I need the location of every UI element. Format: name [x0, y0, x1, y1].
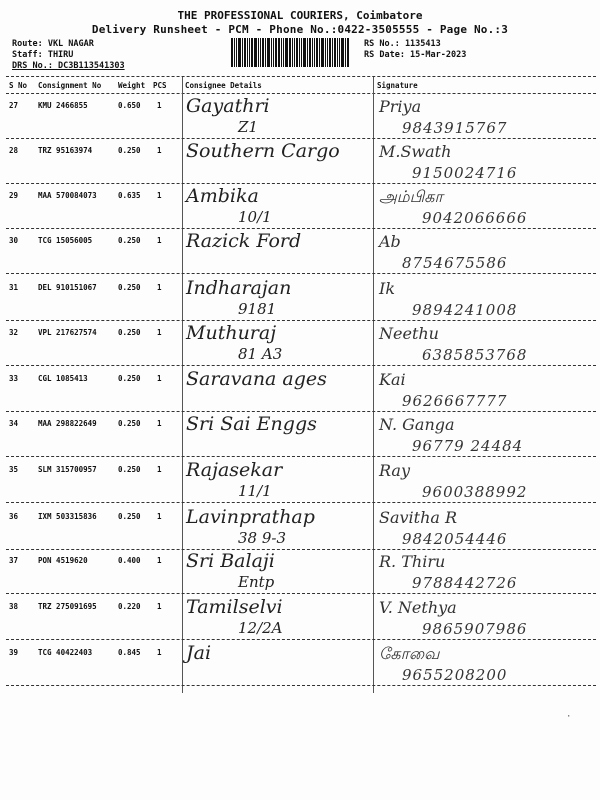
row-consignee-address: 81 A3 [238, 345, 283, 363]
row-consignment-no: CGL 1085413 [38, 374, 88, 383]
row-consignee-address: 9181 [238, 300, 277, 318]
row-consignee-address: 11/1 [238, 482, 272, 500]
row-consignee-name: Razick Ford [186, 230, 302, 252]
corner-mark: · [566, 712, 572, 722]
row-consignment-no: TRZ 95163974 [38, 146, 93, 155]
row-sno: 38 [9, 602, 19, 611]
row-divider [6, 365, 596, 366]
barcode-bar [347, 38, 349, 67]
barcode-bar [244, 38, 246, 67]
barcode-bar [345, 38, 346, 67]
row-consignee-name: Tamilselvi [186, 596, 283, 618]
row-signature: M.Swath [379, 142, 452, 161]
row-phone: 8754675586 [402, 254, 508, 272]
row-consignee-name: Rajasekar [186, 459, 283, 481]
row-signature: கோவை [379, 644, 440, 663]
row-phone: 9843915767 [402, 119, 508, 137]
row-signature: R. Thiru [379, 552, 446, 571]
barcode-bar [247, 38, 248, 67]
row-consignment-no: VPL 217627574 [38, 328, 97, 337]
row-phone: 9865907986 [422, 620, 528, 638]
row-consignment-no: MAA 570084073 [38, 191, 97, 200]
col-weight: Weight [118, 81, 146, 90]
barcode-bar [281, 38, 282, 67]
col-consignment: Consignment No [38, 81, 102, 90]
barcode-bar [242, 38, 243, 67]
row-divider [6, 456, 596, 457]
header-top-rule [6, 76, 596, 77]
staff-label: Staff: THIRU [12, 50, 74, 60]
row-signature: Savitha R [379, 508, 458, 527]
row-sno: 34 [9, 419, 19, 428]
row-signature: V. Nethya [379, 598, 457, 617]
row-consignee-name: Southern Cargo [186, 140, 340, 162]
row-pcs: 1 [157, 648, 162, 657]
row-pcs: 1 [157, 146, 162, 155]
barcode-bar [321, 38, 324, 67]
col-pcs: PCS [153, 81, 167, 90]
barcode-bar [296, 38, 298, 67]
rs-date: RS Date: 15-Mar-2023 [364, 50, 467, 60]
barcode-bar [319, 38, 320, 67]
row-consignee-name: Saravana ages [186, 368, 327, 390]
header-bottom-rule [6, 93, 596, 94]
barcode-bar [234, 38, 235, 67]
barcode-bar [314, 38, 315, 67]
row-phone: 96779 24484 [412, 437, 524, 455]
row-pcs: 1 [157, 374, 162, 383]
barcode-bar [301, 38, 302, 67]
row-signature: Ik [379, 279, 396, 298]
barcode-bar [260, 38, 261, 67]
row-consignment-no: KMU 2466855 [38, 101, 88, 110]
barcode-bar [327, 38, 328, 67]
barcode-bar [309, 38, 311, 67]
row-weight: 0.250 [118, 465, 141, 474]
runsheet-barcode [231, 38, 359, 67]
row-phone: 9842054446 [402, 530, 508, 548]
barcode-bar [278, 38, 280, 67]
row-weight: 0.635 [118, 191, 141, 200]
row-pcs: 1 [157, 328, 162, 337]
row-weight: 0.250 [118, 236, 141, 245]
rs-number: RS No.: 1135413 [364, 39, 441, 49]
row-divider [6, 320, 596, 321]
row-pcs: 1 [157, 465, 162, 474]
route-label: Route: VKL NAGAR [12, 39, 94, 49]
row-signature: அம்பிகா [379, 187, 443, 206]
barcode-bar [271, 38, 272, 67]
row-consignee-address: 12/2A [238, 619, 283, 637]
row-weight: 0.250 [118, 283, 141, 292]
runsheet-subtitle: Delivery Runsheet - PCM - Phone No.:0422-3505555 - Page No.:3 [91, 23, 509, 36]
barcode-bar [265, 38, 266, 67]
barcode-bar [236, 38, 237, 67]
barcode-bar [231, 38, 233, 67]
row-sno: 37 [9, 556, 19, 565]
signature-column-rule [373, 77, 374, 693]
barcode-bar [339, 38, 340, 67]
barcode-bar [289, 38, 291, 67]
row-weight: 0.250 [118, 146, 141, 155]
barcode-bar [312, 38, 313, 67]
row-divider [6, 549, 596, 550]
col-signature: Signature [377, 81, 418, 90]
row-weight: 0.250 [118, 328, 141, 337]
row-signature: Priya [379, 97, 422, 116]
row-weight: 0.650 [118, 101, 141, 110]
row-consignment-no: PON 4519620 [38, 556, 88, 565]
row-divider [6, 593, 596, 594]
barcode-bar [238, 38, 241, 67]
row-consignment-no: MAA 298822649 [38, 419, 97, 428]
row-divider [6, 183, 596, 184]
row-phone: 6385853768 [422, 346, 528, 364]
row-consignee-address: 38 9-3 [238, 529, 287, 547]
barcode-bar [334, 38, 336, 67]
barcode-bar [273, 38, 274, 67]
row-consignee-name: Sri Balaji [186, 550, 275, 572]
barcode-bar [299, 38, 300, 67]
row-sno: 29 [9, 191, 19, 200]
barcode-bar [294, 38, 295, 67]
barcode-bar [251, 38, 253, 67]
row-consignment-no: DEL 910151067 [38, 283, 97, 292]
row-consignee-name: Jai [186, 642, 212, 664]
row-consignee-name: Gayathri [186, 95, 270, 117]
barcode-bar [283, 38, 284, 67]
row-divider [6, 228, 596, 229]
barcode-bar [332, 38, 333, 67]
row-phone: 9655208200 [402, 666, 508, 684]
row-phone: 9150024716 [412, 164, 518, 182]
barcode-bar [262, 38, 264, 67]
row-sno: 31 [9, 283, 19, 292]
barcode-bar [325, 38, 326, 67]
row-sno: 32 [9, 328, 19, 337]
row-pcs: 1 [157, 191, 162, 200]
row-weight: 0.250 [118, 419, 141, 428]
row-consignee-address: Entp [238, 573, 275, 591]
row-signature: Neethu [379, 324, 439, 343]
row-divider [6, 685, 596, 686]
row-weight: 0.250 [118, 512, 141, 521]
barcode-bar [249, 38, 250, 67]
row-pcs: 1 [157, 283, 162, 292]
row-sno: 33 [9, 374, 19, 383]
row-weight: 0.250 [118, 374, 141, 383]
barcode-bar [307, 38, 308, 67]
barcode-bar [303, 38, 306, 67]
row-pcs: 1 [157, 419, 162, 428]
company-title: THE PROFESSIONAL COURIERS, Coimbatore [177, 9, 423, 22]
barcode-bar [267, 38, 270, 67]
row-sno: 36 [9, 512, 19, 521]
row-consignee-name: Lavinprathap [186, 506, 315, 528]
row-phone: 9894241008 [412, 301, 518, 319]
row-phone: 9600388992 [422, 483, 528, 501]
consignee-column-rule [182, 77, 183, 693]
row-signature: N. Ganga [379, 415, 455, 434]
row-sno: 35 [9, 465, 19, 474]
row-pcs: 1 [157, 236, 162, 245]
barcode-bar [329, 38, 331, 67]
row-signature: Ray [379, 461, 410, 480]
row-divider [6, 273, 596, 274]
row-consignment-no: TRZ 275091695 [38, 602, 97, 611]
row-consignee-name: Ambika [186, 185, 259, 207]
row-divider [6, 502, 596, 503]
row-sno: 28 [9, 146, 19, 155]
row-consignee-address: 10/1 [238, 208, 272, 226]
col-consignee: Consignee Details [185, 81, 262, 90]
row-consignment-no: SLM 315700957 [38, 465, 97, 474]
row-signature: Ab [379, 232, 401, 251]
barcode-bar [285, 38, 288, 67]
row-sno: 27 [9, 101, 19, 110]
barcode-bar [258, 38, 259, 67]
barcode-bar [337, 38, 338, 67]
row-consignee-name: Indharajan [186, 277, 292, 299]
row-phone: 9626667777 [402, 392, 508, 410]
row-divider [6, 411, 596, 412]
row-weight: 0.845 [118, 648, 141, 657]
drs-number: DRS No.: DC3B113541303 [12, 61, 125, 71]
row-weight: 0.400 [118, 556, 141, 565]
row-consignment-no: TCG 15056005 [38, 236, 93, 245]
barcode-bar [292, 38, 293, 67]
row-consignment-no: TCG 40422403 [38, 648, 93, 657]
row-consignee-name: Sri Sai Enggs [186, 413, 317, 435]
row-sno: 39 [9, 648, 19, 657]
row-divider [6, 639, 596, 640]
barcode-bar [254, 38, 257, 67]
barcode-bar [316, 38, 318, 67]
row-phone: 9788442726 [412, 574, 518, 592]
row-consignee-address: Z1 [238, 118, 258, 136]
row-pcs: 1 [157, 101, 162, 110]
row-phone: 9042066666 [422, 209, 528, 227]
barcode-bar [341, 38, 344, 67]
row-pcs: 1 [157, 602, 162, 611]
row-pcs: 1 [157, 556, 162, 565]
row-divider [6, 138, 596, 139]
row-consignment-no: IXM 503315836 [38, 512, 97, 521]
row-sno: 30 [9, 236, 19, 245]
row-weight: 0.220 [118, 602, 141, 611]
barcode-bar [275, 38, 277, 67]
row-pcs: 1 [157, 512, 162, 521]
row-signature: Kai [379, 370, 406, 389]
col-sno: S No [9, 81, 28, 90]
row-consignee-name: Muthuraj [186, 322, 277, 344]
